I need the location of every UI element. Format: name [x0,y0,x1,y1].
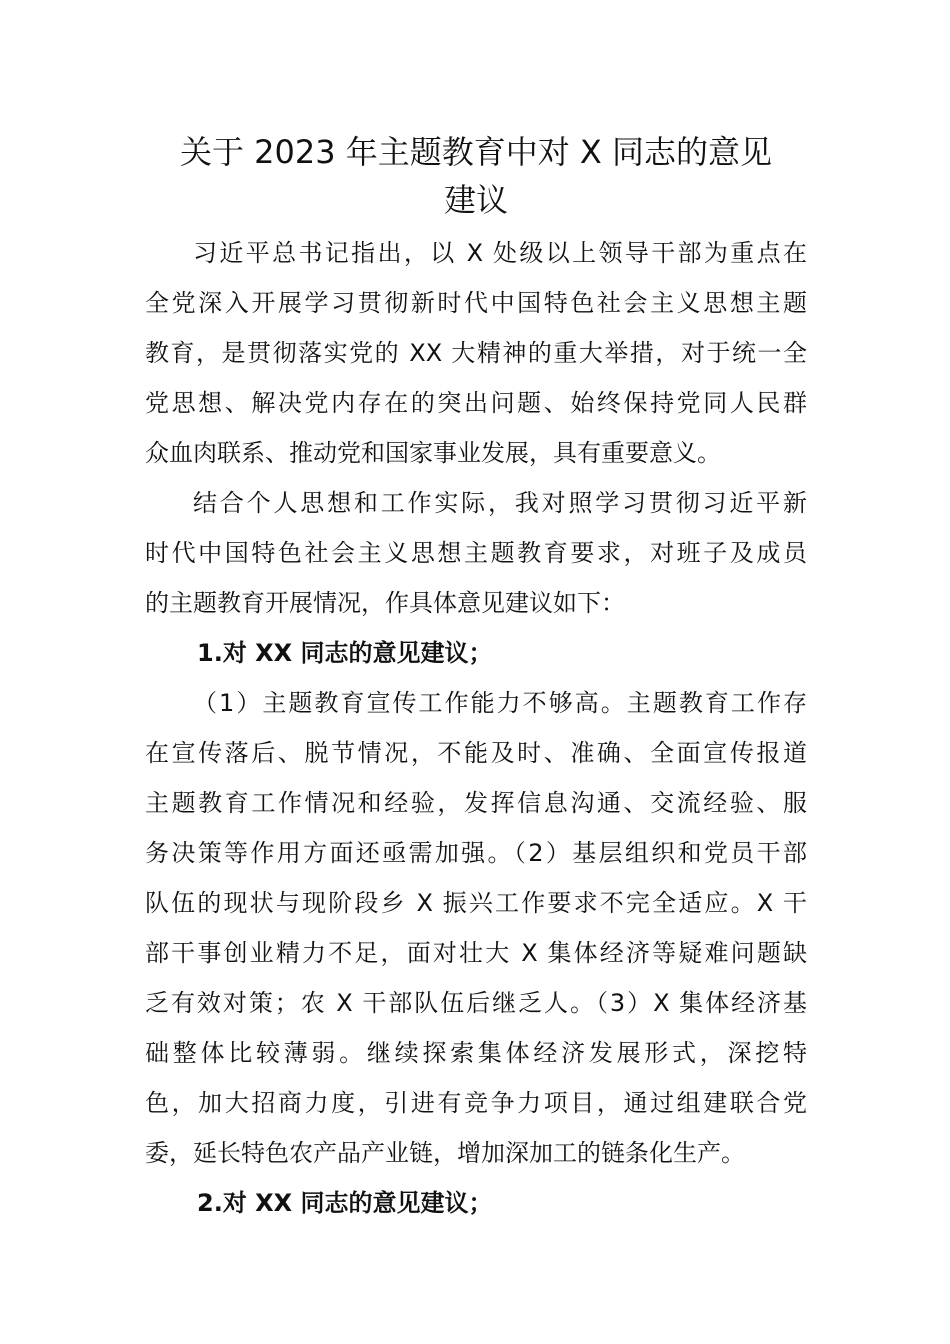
text-line: 乏有效对策；农 X 干部队伍后继乏人。（3）X 集体经济基 [145,989,807,1017]
title-line: 关于 2023 年主题教育中对 X 同志的意见 [179,133,773,171]
text-line: 队伍的现状与现阶段乡 X 振兴工作要求不完全适应。X 干 [145,889,807,917]
text-line: 全党深入开展学习贯彻新时代中国特色社会主义思想主题 [145,289,807,317]
text-line: 的主题教育开展情况，作具体意见建议如下： [145,589,625,617]
text-line: 委，延长特色农产品产业链，增加深加工的链条化生产。 [145,1139,745,1167]
section-heading-1: 1.对 XX 同志的意见建议； [197,639,493,667]
text-line: （1）主题教育宣传工作能力不够高。主题教育工作存 [193,689,807,717]
text-line: 础整体比较薄弱。继续探索集体经济发展形式，深挖特 [145,1039,807,1067]
text-line: 务决策等作用方面还亟需加强。（2）基层组织和党员干部 [145,839,807,867]
text-line: 在宣传落后、脱节情况，不能及时、准确、全面宣传报道 [145,739,807,767]
section-heading-2: 2.对 XX 同志的意见建议； [197,1189,493,1217]
paragraph-intro [145,228,807,478]
paragraph-section-1 [145,678,807,1178]
text-line: 党思想、解决党内存在的突出问题、始终保持党同人民群 [145,389,807,417]
text-line: 结合个人思想和工作实际，我对照学习贯彻习近平新 [193,489,807,517]
text-line: 部干事创业精力不足，面对壮大 X 集体经济等疑难问题缺 [145,939,807,967]
title-line: 建议 [443,181,508,219]
document-page [145,128,807,1228]
document-title [145,128,807,224]
text-line: 习近平总书记指出，以 X 处级以上领导干部为重点在 [193,239,807,267]
paragraph-context [145,478,807,628]
text-line: 众血肉联系、推动党和国家事业发展，具有重要意义。 [145,439,721,467]
text-line: 教育，是贯彻落实党的 XX 大精神的重大举措，对于统一全 [145,339,807,367]
text-line: 色，加大招商力度，引进有竞争力项目，通过组建联合党 [145,1089,807,1117]
text-line: 时代中国特色社会主义思想主题教育要求，对班子及成员 [145,539,807,567]
text-line: 主题教育工作情况和经验，发挥信息沟通、交流经验、服 [145,789,807,817]
